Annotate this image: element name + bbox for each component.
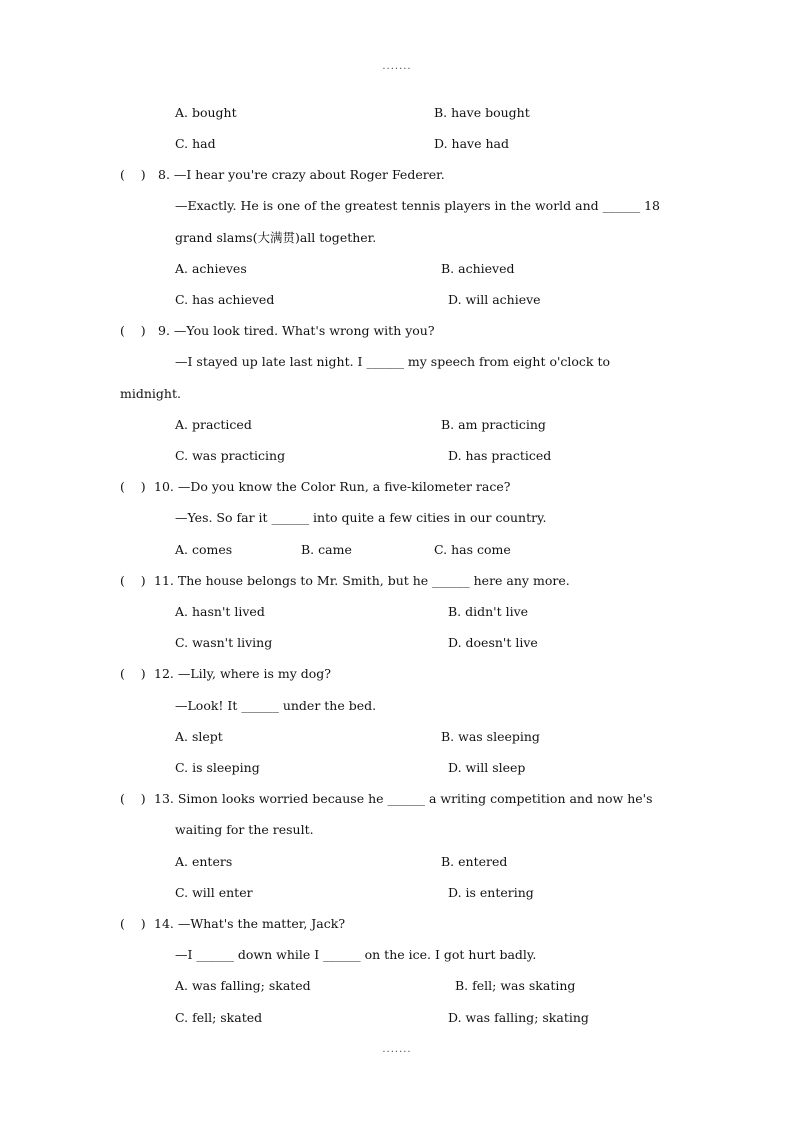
option-a[interactable]: A. comes (175, 542, 233, 557)
option-c[interactable]: C. has come (434, 542, 511, 557)
header-dots: ....... (382, 61, 412, 72)
option-b[interactable]: B. have bought (434, 105, 530, 120)
question-stem: 8. —I hear you're crazy about Roger Federer. (158, 167, 445, 182)
option-b[interactable]: B. am practicing (441, 417, 546, 432)
question-line: —Look! It ______ under the bed. (175, 698, 377, 713)
answer-blank[interactable]: ( ) (120, 916, 146, 931)
question-stem: 10. —Do you know the Color Run, a five-kilometer race? (154, 479, 511, 494)
option-c[interactable]: C. has achieved (175, 292, 275, 307)
option-a[interactable]: A. bought (175, 105, 237, 120)
option-a[interactable]: A. practiced (175, 417, 252, 432)
question-line: waiting for the result. (175, 822, 314, 837)
option-a[interactable]: A. enters (175, 854, 233, 869)
question-line: —Exactly. He is one of the greatest tennis players in the world and ______ 18 (175, 198, 661, 213)
option-b[interactable]: B. entered (441, 854, 508, 869)
option-a[interactable]: A. hasn't lived (175, 604, 265, 619)
answer-blank[interactable]: ( ) (120, 323, 146, 338)
answer-blank[interactable]: ( ) (120, 167, 146, 182)
answer-blank[interactable]: ( ) (120, 666, 146, 681)
question-line: —I stayed up late last night. I ______ my speech from eight o'clock to (175, 354, 611, 369)
option-a[interactable]: A. slept (175, 729, 223, 744)
question-stem: 12. —Lily, where is my dog? (154, 666, 331, 681)
option-c[interactable]: C. is sleeping (175, 760, 260, 775)
option-c[interactable]: C. was practicing (175, 448, 286, 463)
option-a[interactable]: A. was falling; skated (175, 978, 311, 993)
answer-blank[interactable]: ( ) (120, 573, 146, 588)
option-b[interactable]: B. achieved (441, 261, 515, 276)
option-d[interactable]: D. will sleep (448, 760, 526, 775)
option-c[interactable]: C. wasn't living (175, 635, 273, 650)
question-line: —I ______ down while I ______ on the ice. I got hurt badly. (175, 947, 537, 962)
option-d[interactable]: D. will achieve (448, 292, 541, 307)
option-a[interactable]: A. achieves (175, 261, 247, 276)
question-stem: 14. —What's the matter, Jack? (154, 916, 346, 931)
option-c[interactable]: C. will enter (175, 885, 253, 900)
option-b[interactable]: B. didn't live (448, 604, 529, 619)
option-c[interactable]: C. had (175, 136, 216, 151)
option-d[interactable]: D. have had (434, 136, 509, 151)
option-b[interactable]: B. fell; was skating (455, 978, 576, 993)
question-line: midnight. (120, 386, 181, 401)
option-d[interactable]: D. doesn't live (448, 635, 538, 650)
question-stem: 9. —You look tired. What's wrong with you? (158, 323, 435, 338)
option-b[interactable]: B. came (301, 542, 352, 557)
option-d[interactable]: D. was falling; skating (448, 1010, 589, 1025)
option-d[interactable]: D. is entering (448, 885, 534, 900)
footer-dots: ....... (382, 1044, 412, 1055)
answer-blank[interactable]: ( ) (120, 791, 146, 806)
option-b[interactable]: B. was sleeping (441, 729, 540, 744)
question-line: grand slams(大满贯)all together. (175, 230, 377, 245)
question-stem: 13. Simon looks worried because he ______ a writing competition and now he's (154, 791, 653, 806)
answer-blank[interactable]: ( ) (120, 479, 146, 494)
question-stem: 11. The house belongs to Mr. Smith, but he ______ here any more. (154, 573, 570, 588)
option-d[interactable]: D. has practiced (448, 448, 552, 463)
question-line: —Yes. So far it ______ into quite a few cities in our country. (175, 510, 547, 525)
option-c[interactable]: C. fell; skated (175, 1010, 263, 1025)
